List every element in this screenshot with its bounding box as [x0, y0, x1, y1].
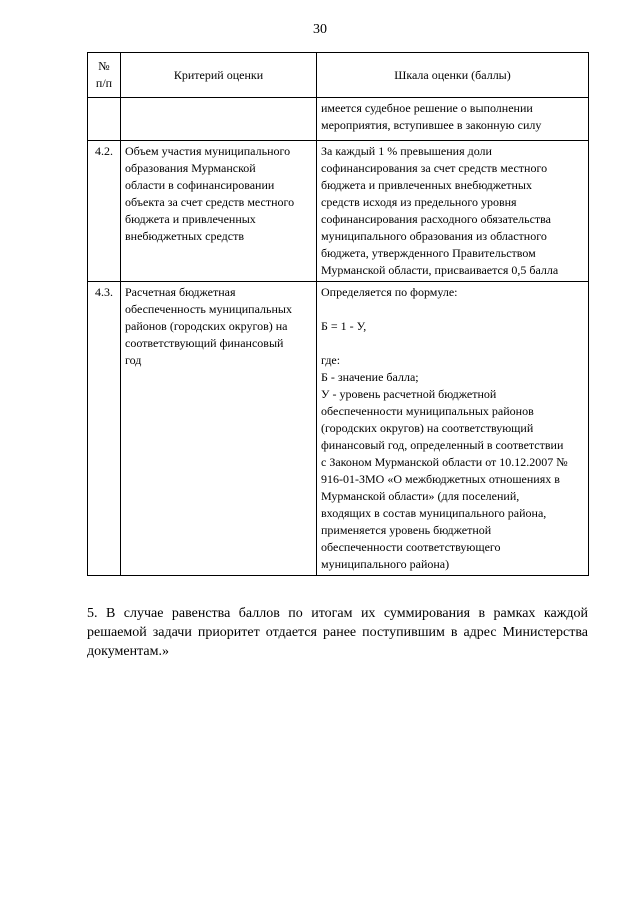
page-number: 30	[313, 22, 327, 37]
cell-scale: Определяется по формуле: Б = 1 - У, где: Б - значение балла; У - уровень расчетной бюджетной обеспеченности муниципальных районов (городских округов) на соответствующий финансовый год, определенный в соответствии с Законом Мурманской области от 10.12.2007 № 916-01-ЗМО «О межбюджетных отношениях в Мурманской области» (для поселений, входящих в состав муниципального района, применяется уровень бюджетной обеспеченности соответствующего муниципального района)	[317, 282, 589, 576]
cell-num: 4.2.	[88, 141, 121, 282]
header-criterion: Критерий оценки	[121, 53, 317, 98]
criteria-table	[87, 52, 589, 576]
cell-scale: имеется судебное решение о выполнении мероприятия, вступившее в законную силу	[317, 98, 589, 141]
header-scale: Шкала оценки (баллы)	[317, 53, 589, 98]
table-row	[88, 141, 589, 282]
cell-criterion: Расчетная бюджетная обеспеченность муниципальных районов (городских округов) на соответствующий финансовый год	[121, 282, 317, 576]
cell-num: 4.3.	[88, 282, 121, 576]
closing-paragraph: 5. В случае равенства баллов по итогам их суммирования в рамках каждой решаемой задачи приоритет отдается ранее поступившим в адрес Министерства документам.»	[87, 606, 588, 659]
table-row	[88, 98, 589, 141]
cell-scale: За каждый 1 % превышения доли софинансирования за счет средств местного бюджета и привлеченных внебюджетных средств исходя из предельного уровня софинансирования расходного обязательства муниципального образования из областного бюджета, утвержденного Правительством Мурманской области, присваивается 0,5 балла	[317, 141, 589, 282]
table-row	[88, 282, 589, 576]
header-num: № п/п	[88, 53, 121, 98]
cell-criterion	[121, 98, 317, 141]
cell-criterion: Объем участия муниципального образования Мурманской области в софинансировании объекта за счет средств местного бюджета и привлеченных внебюджетных средств	[121, 141, 317, 282]
cell-num	[88, 98, 121, 141]
table-header-row	[88, 53, 589, 98]
